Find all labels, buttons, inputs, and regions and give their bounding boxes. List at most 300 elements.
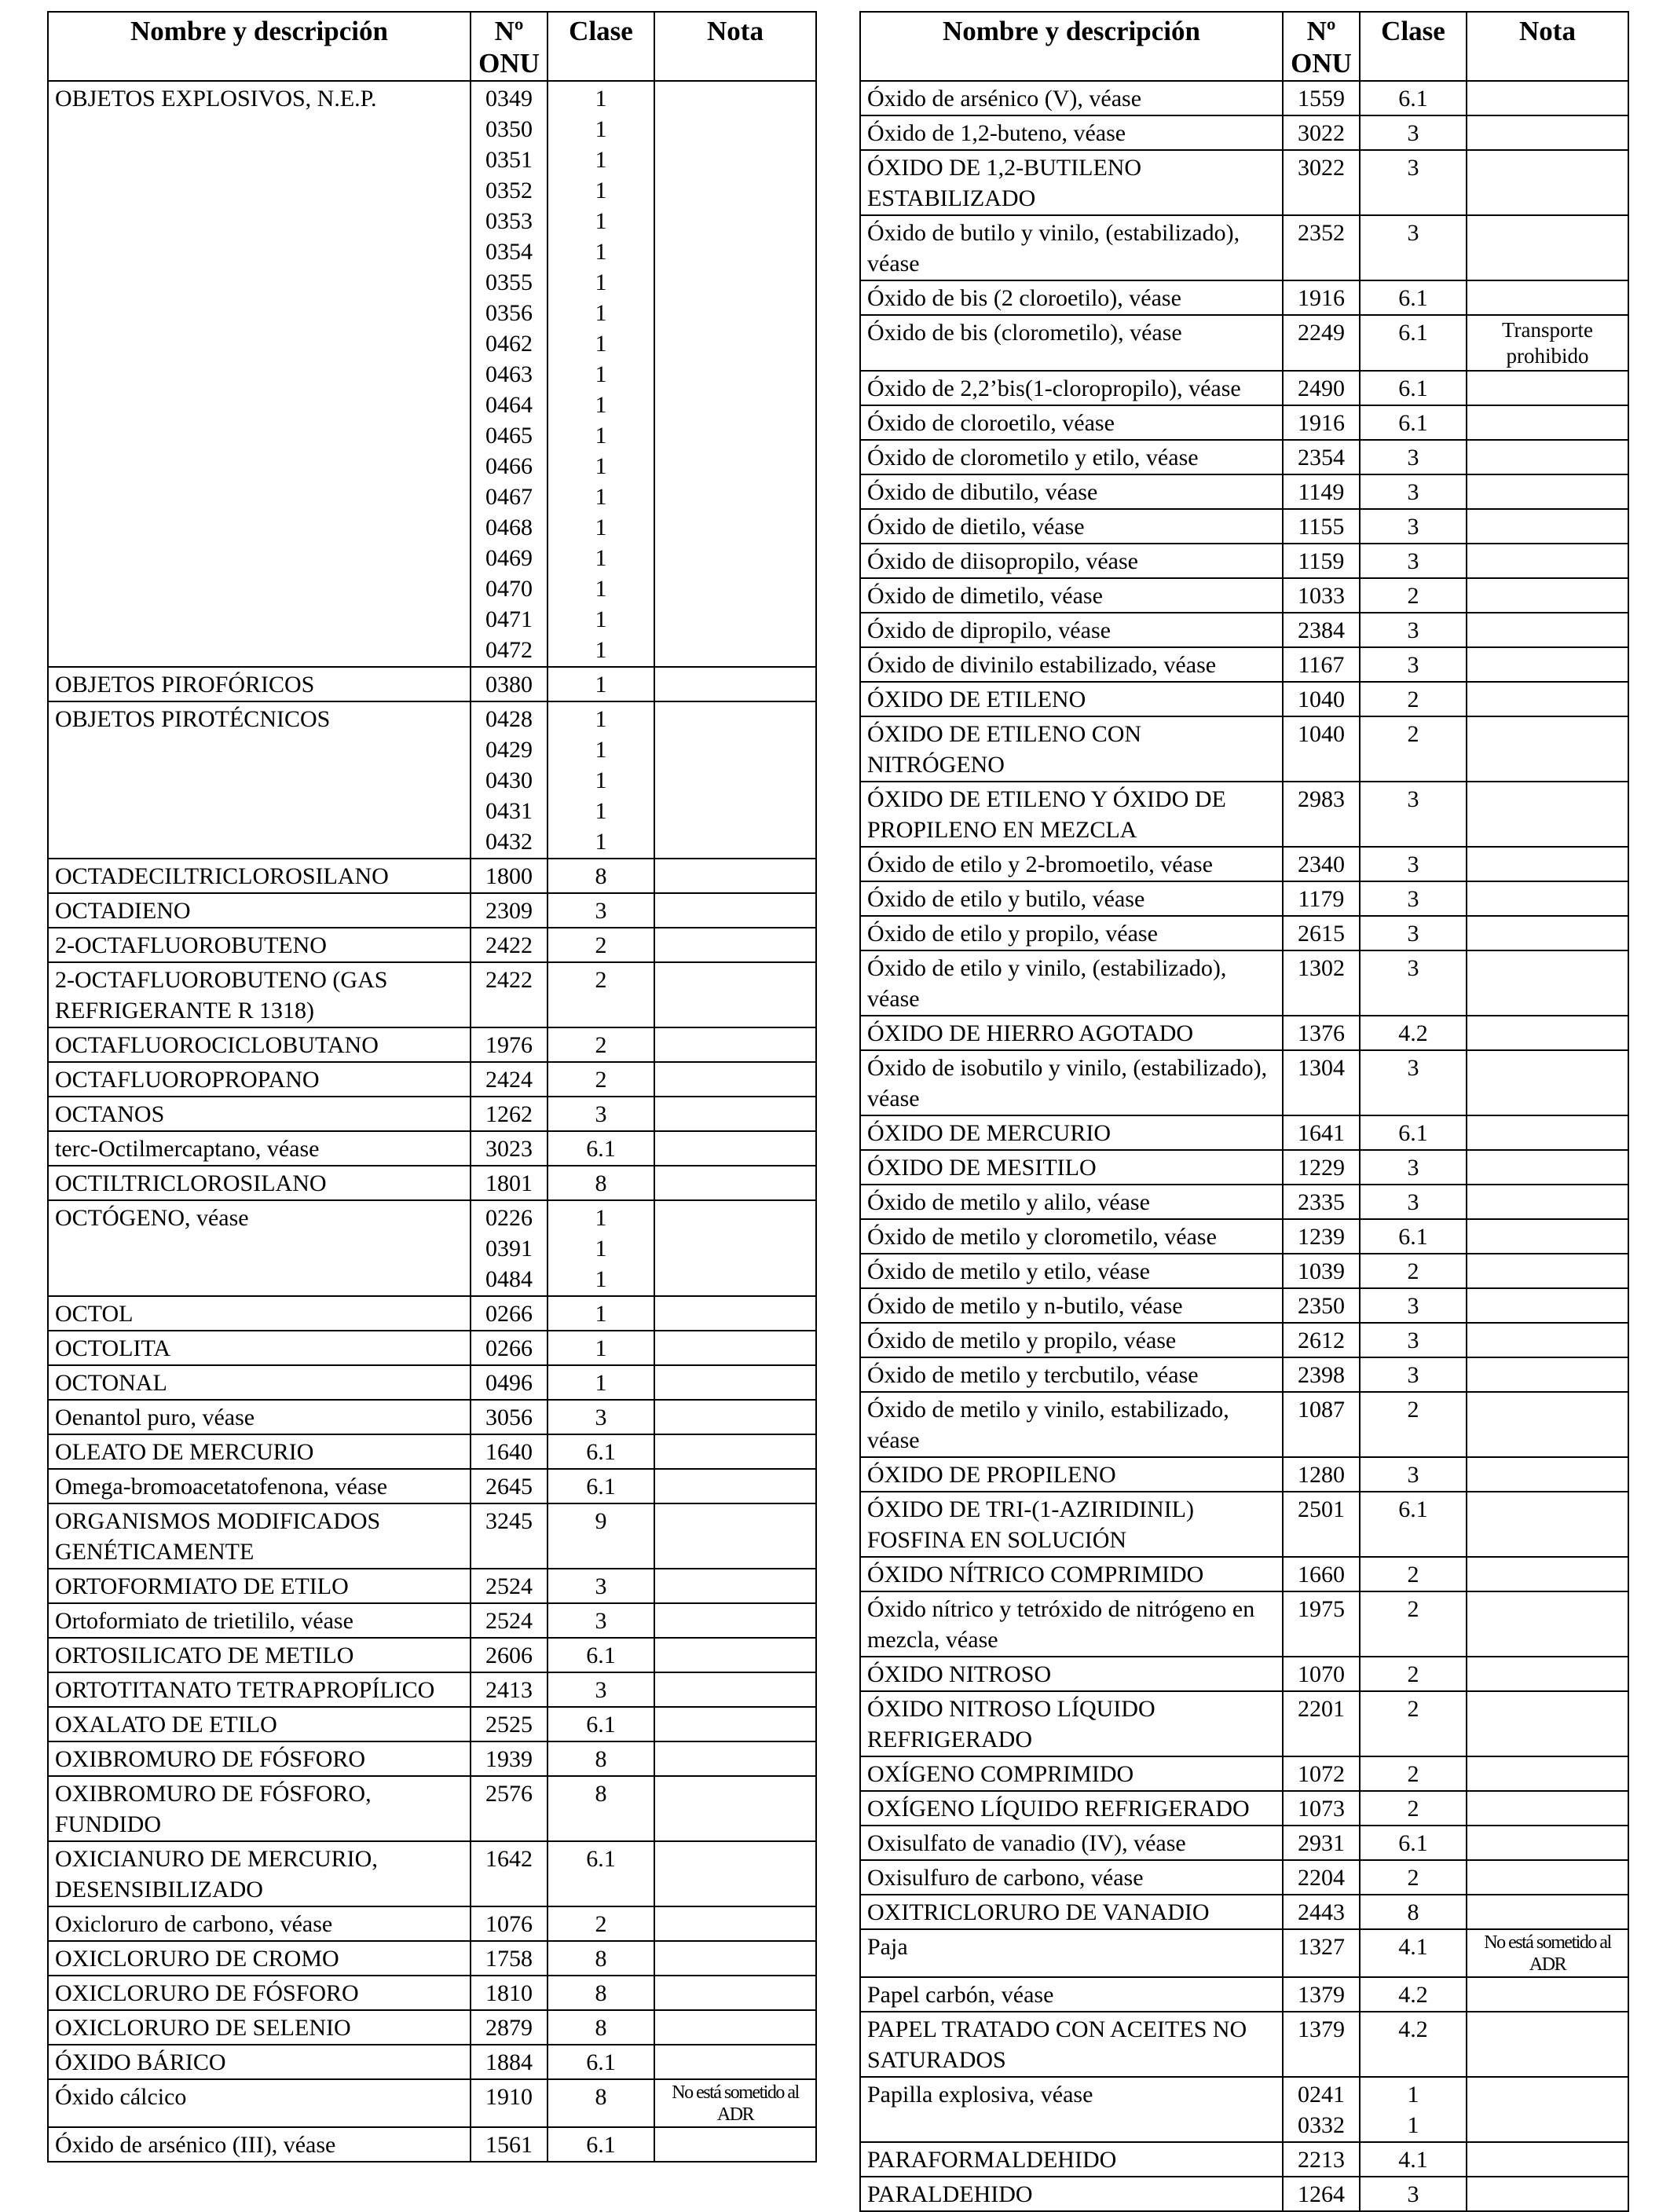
un-number-value: 0352	[485, 178, 533, 203]
table-row	[860, 1860, 1628, 1895]
un-number-value: 0428	[485, 706, 533, 732]
hazard-class-value: 1	[595, 331, 607, 357]
table-row	[48, 1469, 816, 1503]
un-number	[1283, 315, 1360, 371]
hazard-class-value: 6.1	[1398, 320, 1428, 346]
substance-name: OCTADIENO	[48, 893, 471, 928]
note	[1467, 81, 1628, 115]
un-number	[1283, 1323, 1360, 1357]
hazard-class-value: 1	[595, 606, 607, 632]
substance-name: ÓXIDO DE ETILENO CON NITRÓGENO	[860, 716, 1283, 782]
substance-name: OCTÓGENO, véase	[48, 1200, 471, 1296]
table-row	[860, 1150, 1628, 1185]
un-number	[1283, 1492, 1360, 1557]
hazard-class	[1360, 1591, 1467, 1657]
un-number-value: 0468	[485, 515, 533, 540]
un-number-value: 1262	[485, 1101, 533, 1127]
un-number	[471, 1741, 548, 1776]
note	[1467, 1791, 1628, 1826]
substance-name: Óxido de metilo y clorometilo, véase	[860, 1219, 1283, 1254]
un-number-value: 1640	[485, 1439, 533, 1465]
un-number	[471, 1569, 548, 1603]
hazard-class	[1360, 371, 1467, 405]
table-row	[860, 474, 1628, 509]
note	[1467, 647, 1628, 682]
hazard-class-value: 3	[1407, 445, 1419, 471]
un-number	[471, 1976, 548, 2010]
substance-name: Óxido de etilo y vinilo, (estabilizado), véase	[860, 950, 1283, 1016]
un-number	[471, 1503, 548, 1569]
table-row	[860, 81, 1628, 115]
un-number	[471, 928, 548, 962]
un-number-value: 0496	[485, 1370, 533, 1396]
hazard-class-value: 3	[1407, 1155, 1419, 1181]
table-row	[860, 1457, 1628, 1492]
un-number-value: 2413	[485, 1677, 533, 1703]
hazard-class	[548, 1741, 654, 1776]
un-number-value: 0484	[485, 1266, 533, 1292]
hazard-class	[548, 1365, 654, 1400]
table-row	[48, 1365, 816, 1400]
un-number-value: 1379	[1298, 2016, 1345, 2042]
substance-name: OXICIANURO DE MERCURIO, DESENSIBILIZADO	[48, 1841, 471, 1906]
un-number	[1283, 2077, 1360, 2142]
hazard-class	[1360, 1756, 1467, 1791]
note	[654, 893, 816, 928]
table-row	[860, 1185, 1628, 1219]
hazard-class	[548, 1941, 654, 1976]
un-number-value: 1910	[485, 2084, 533, 2110]
hazard-class	[1360, 1254, 1467, 1288]
hazard-class-value: 3	[1407, 851, 1419, 877]
substance-name: Papilla explosiva, véase	[860, 2077, 1283, 2142]
un-number	[1283, 371, 1360, 405]
un-number-value: 0380	[485, 672, 533, 698]
un-number-value: 0470	[485, 576, 533, 602]
un-number-value: 1660	[1298, 1562, 1345, 1588]
hazard-class	[1360, 682, 1467, 716]
hazard-class-value: 1	[1407, 2082, 1419, 2108]
hazard-class	[548, 1434, 654, 1469]
hazard-class	[1360, 215, 1467, 280]
un-number-value: 2309	[485, 898, 533, 924]
note	[1467, 544, 1628, 578]
note	[1467, 1115, 1628, 1150]
un-number	[1283, 1457, 1360, 1492]
hazard-class	[1360, 1050, 1467, 1115]
un-number-value: 3022	[1298, 155, 1345, 181]
un-number-value: 1159	[1298, 548, 1345, 574]
hazard-class-value: 2	[595, 932, 607, 958]
hazard-class-value: 2	[595, 1032, 607, 1058]
table-row	[860, 280, 1628, 315]
un-number-value: 2213	[1298, 2147, 1345, 2173]
table-row	[48, 2127, 816, 2162]
un-number-value: 1073	[1298, 1796, 1345, 1822]
note	[654, 1200, 816, 1296]
table-row	[860, 578, 1628, 613]
hazard-class-value: 1	[595, 1335, 607, 1361]
un-number-value: 2525	[485, 1712, 533, 1738]
substance-name: OCTONAL	[48, 1365, 471, 1400]
note	[654, 1503, 816, 1569]
un-number	[471, 1603, 548, 1638]
hazard-class-value: 1	[595, 423, 607, 449]
un-number-value: 2249	[1298, 320, 1345, 346]
note	[1467, 2012, 1628, 2077]
un-number	[1283, 405, 1360, 440]
hazard-class-value: 3	[1407, 921, 1419, 947]
un-number-value: 0432	[485, 829, 533, 855]
un-number	[471, 1062, 548, 1097]
hazard-class	[1360, 1557, 1467, 1591]
un-number-value: 0469	[485, 545, 533, 571]
note	[654, 1296, 816, 1331]
note	[1467, 115, 1628, 150]
un-number-value: 0266	[485, 1335, 533, 1361]
un-number	[1283, 544, 1360, 578]
un-number	[1283, 1860, 1360, 1895]
table-row	[860, 1016, 1628, 1050]
table-row	[860, 115, 1628, 150]
hazard-class-value: 4.2	[1398, 2016, 1428, 2042]
un-number	[1283, 1115, 1360, 1150]
substance-name: ORTOFORMIATO DE ETILO	[48, 1569, 471, 1603]
un-number-value: 1916	[1298, 285, 1345, 311]
un-number-value: 0350	[485, 116, 533, 142]
hazard-class	[1360, 847, 1467, 881]
substance-name: OXIBROMURO DE FÓSFORO, FUNDIDO	[48, 1776, 471, 1841]
un-number-value: 1642	[485, 1846, 533, 1872]
un-number	[1283, 1288, 1360, 1323]
hazard-class-value: 8	[595, 1170, 607, 1196]
table-row	[860, 440, 1628, 474]
hazard-class-value: 3	[595, 1101, 607, 1127]
hazard-class	[1360, 1895, 1467, 1929]
substance-name: Óxido de etilo y propilo, véase	[860, 916, 1283, 950]
un-number-value: 1033	[1298, 583, 1345, 609]
hazard-class-value: 3	[1407, 1055, 1419, 1081]
un-number-value: 2983	[1298, 786, 1345, 812]
note	[1467, 474, 1628, 509]
note	[1467, 1756, 1628, 1791]
hazard-class-value: 3	[1407, 155, 1419, 181]
substance-name: Óxido de etilo y 2-bromoetilo, véase	[860, 847, 1283, 881]
un-number-value: 0356	[485, 300, 533, 326]
hazard-class-value: 2	[1407, 687, 1419, 712]
note	[1467, 950, 1628, 1016]
substance-name: OCTAFLUOROPROPANO	[48, 1062, 471, 1097]
substances-table-right	[859, 11, 1629, 2212]
table-row	[860, 1219, 1628, 1254]
hazard-class-value: 8	[595, 863, 607, 889]
un-number	[471, 1365, 548, 1400]
un-number-value: 0430	[485, 767, 533, 793]
note	[1467, 509, 1628, 544]
un-number-value: 0266	[485, 1301, 533, 1327]
un-number	[471, 1434, 548, 1469]
hazard-class-value: 3	[1407, 548, 1419, 574]
hazard-class	[1360, 1392, 1467, 1457]
un-number	[1283, 1929, 1360, 1977]
table-row	[860, 1254, 1628, 1288]
hazard-class-value: 2	[595, 1911, 607, 1937]
note	[654, 859, 816, 893]
hazard-class	[1360, 1691, 1467, 1756]
hazard-class	[548, 667, 654, 701]
un-number	[471, 1776, 548, 1841]
un-number	[1283, 1895, 1360, 1929]
un-number-value: 2576	[485, 1781, 533, 1807]
table-row	[860, 716, 1628, 782]
table-row	[860, 2142, 1628, 2177]
hazard-class	[1360, 544, 1467, 578]
substance-name: Óxido de bis (clorometilo), véase	[860, 315, 1283, 371]
un-number-value: 1302	[1298, 955, 1345, 981]
note	[1467, 613, 1628, 647]
hazard-class	[1360, 1150, 1467, 1185]
note	[1467, 1591, 1628, 1657]
un-number	[1283, 916, 1360, 950]
substance-name: OCTAFLUOROCICLOBUTANO	[48, 1027, 471, 1062]
un-number-value: 1561	[485, 2132, 533, 2158]
un-number-value: 2443	[1298, 1899, 1345, 1925]
un-number-value: 1239	[1298, 1224, 1345, 1250]
hazard-class-value: 1	[595, 361, 607, 387]
un-number	[1283, 1756, 1360, 1791]
un-number	[1283, 215, 1360, 280]
un-number	[1283, 1791, 1360, 1826]
hazard-class-value: 2	[595, 1067, 607, 1093]
substance-name: Óxido de 1,2-buteno, véase	[860, 115, 1283, 150]
hazard-class-value: 2	[1407, 1397, 1419, 1423]
hazard-class	[1360, 280, 1467, 315]
table-row	[860, 647, 1628, 682]
substance-name: Óxido de bis (2 cloroetilo), véase	[860, 280, 1283, 315]
note	[654, 1166, 816, 1200]
un-number	[1283, 1254, 1360, 1288]
header-onu: Nº ONU	[1283, 12, 1360, 81]
note	[1467, 847, 1628, 881]
un-number	[1283, 613, 1360, 647]
un-number-value: 3245	[485, 1508, 533, 1534]
note	[654, 1707, 816, 1741]
hazard-class-value: 6.1	[1398, 1224, 1428, 1250]
hazard-class	[548, 1131, 654, 1166]
hazard-class	[1360, 1115, 1467, 1150]
note: No está sometido al ADR	[1467, 1929, 1628, 1977]
substance-name: ÓXIDO NITROSO LÍQUIDO REFRIGERADO	[860, 1691, 1283, 1756]
un-number-value: 2354	[1298, 445, 1345, 471]
hazard-class-value: 4.2	[1398, 1982, 1428, 2008]
un-number-value: 0462	[485, 331, 533, 357]
un-number-value: 1758	[485, 1946, 533, 1972]
hazard-class	[548, 1638, 654, 1672]
hazard-class	[548, 2010, 654, 2045]
substance-name: OCTANOS	[48, 1097, 471, 1131]
table-row	[860, 847, 1628, 881]
hazard-class-value: 3	[1407, 220, 1419, 246]
substance-name: ÓXIDO NÍTRICO COMPRIMIDO	[860, 1557, 1283, 1591]
substance-name: Omega-bromoacetatofenona, véase	[48, 1469, 471, 1503]
hazard-class-value: 1	[595, 239, 607, 265]
un-number-value: 1087	[1298, 1397, 1345, 1423]
un-number-value: 1070	[1298, 1661, 1345, 1687]
note	[1467, 578, 1628, 613]
note	[654, 1365, 816, 1400]
hazard-class-value: 6.1	[586, 1439, 616, 1465]
hazard-class	[548, 1603, 654, 1638]
hazard-class-value: 2	[1407, 583, 1419, 609]
un-number	[1283, 440, 1360, 474]
un-number-value: 1076	[485, 1911, 533, 1937]
note	[1467, 881, 1628, 916]
note	[654, 1097, 816, 1131]
substance-name: OXICLORURO DE CROMO	[48, 1941, 471, 1976]
note	[654, 1400, 816, 1434]
hazard-class	[548, 1400, 654, 1434]
hazard-class-value: 6.1	[586, 1712, 616, 1738]
hazard-class-value: 2	[1407, 1865, 1419, 1891]
note	[1467, 1492, 1628, 1557]
substance-name: OLEATO DE MERCURIO	[48, 1434, 471, 1469]
hazard-class-value: 3	[1407, 120, 1419, 146]
hazard-class-value: 6.1	[1398, 410, 1428, 436]
hazard-class	[1360, 1791, 1467, 1826]
note	[1467, 2177, 1628, 2211]
note	[654, 928, 816, 962]
note	[654, 1331, 816, 1365]
table-row	[48, 1200, 816, 1296]
substance-name: Óxido de 2,2’bis(1-cloropropilo), véase	[860, 371, 1283, 405]
table-row	[860, 1657, 1628, 1691]
hazard-class-value: 6.1	[1398, 285, 1428, 311]
hazard-class-value: 3	[1407, 617, 1419, 643]
header-nota: Nota	[1467, 12, 1628, 81]
un-number	[471, 701, 548, 859]
hazard-class	[548, 1027, 654, 1062]
hazard-class-value: 1	[595, 798, 607, 824]
hazard-class	[1360, 150, 1467, 215]
substance-name: Oenantol puro, véase	[48, 1400, 471, 1434]
hazard-class	[1360, 115, 1467, 150]
table-row	[860, 1492, 1628, 1557]
substance-name: ÓXIDO DE HIERRO AGOTADO	[860, 1016, 1283, 1050]
un-number-value: 2931	[1298, 1830, 1345, 1856]
un-number	[1283, 115, 1360, 150]
un-number	[1283, 2177, 1360, 2211]
header-clase: Clase	[548, 12, 654, 81]
table-row	[48, 928, 816, 962]
table-row	[860, 1288, 1628, 1323]
note	[654, 1776, 816, 1841]
substance-name: OXÍGENO COMPRIMIDO	[860, 1756, 1283, 1791]
un-number-value: 2645	[485, 1474, 533, 1500]
substance-name: Paja	[860, 1929, 1283, 1977]
substance-name: OXIBROMURO DE FÓSFORO	[48, 1741, 471, 1776]
hazard-class	[1360, 474, 1467, 509]
un-number	[1283, 509, 1360, 544]
substance-name: ÓXIDO BÁRICO	[48, 2045, 471, 2079]
table-header-row	[48, 12, 816, 81]
hazard-class-value: 6.1	[1398, 1120, 1428, 1146]
un-number	[471, 1941, 548, 1976]
substance-name: Óxido de butilo y vinilo, (estabilizado), véase	[860, 215, 1283, 280]
substance-name: PAPEL TRATADO CON ACEITES NO SATURADOS	[860, 2012, 1283, 2077]
un-number-value: 1280	[1298, 1462, 1345, 1488]
un-number	[471, 1331, 548, 1365]
un-number-value: 3056	[485, 1404, 533, 1430]
un-number	[471, 81, 548, 667]
note	[1467, 2142, 1628, 2177]
un-number	[471, 1200, 548, 1296]
un-number-value: 0464	[485, 392, 533, 418]
hazard-class	[548, 1296, 654, 1331]
un-number	[1283, 1826, 1360, 1860]
un-number-value: 2615	[1298, 921, 1345, 947]
table-row	[48, 2079, 816, 2127]
note	[1467, 716, 1628, 782]
hazard-class	[548, 1200, 654, 1296]
un-number	[1283, 950, 1360, 1016]
hazard-class	[548, 962, 654, 1027]
hazard-class-value: 8	[595, 1746, 607, 1772]
un-number	[1283, 1977, 1360, 2012]
note	[1467, 1977, 1628, 2012]
table-row	[860, 950, 1628, 1016]
un-number	[1283, 1150, 1360, 1185]
un-number	[471, 1166, 548, 1200]
hazard-class	[548, 1097, 654, 1131]
un-number-value: 2524	[485, 1573, 533, 1599]
hazard-class	[1360, 1288, 1467, 1323]
note: No está sometido al ADR	[654, 2079, 816, 2127]
table-row	[860, 2077, 1628, 2142]
table-row	[48, 2045, 816, 2079]
un-number-value: 0471	[485, 606, 533, 632]
header-clase: Clase	[1360, 12, 1467, 81]
note	[654, 667, 816, 701]
table-row	[48, 2010, 816, 2045]
table-row	[48, 962, 816, 1027]
table-row	[860, 1357, 1628, 1392]
un-number	[471, 1469, 548, 1503]
hazard-class	[1360, 2142, 1467, 2177]
substance-name: PARALDEHIDO	[860, 2177, 1283, 2211]
hazard-class	[548, 1976, 654, 2010]
hazard-class-value: 3	[1407, 652, 1419, 678]
note	[654, 962, 816, 1027]
substance-name: Óxido de clorometilo y etilo, véase	[860, 440, 1283, 474]
un-number-value: 2335	[1298, 1189, 1345, 1215]
hazard-class-value: 2	[1407, 1796, 1419, 1822]
hazard-class-value: 8	[595, 2015, 607, 2041]
un-number-value: 1641	[1298, 1120, 1345, 1146]
un-number	[1283, 1691, 1360, 1756]
substance-name: OCTOL	[48, 1296, 471, 1331]
substance-name: ÓXIDO DE MESITILO	[860, 1150, 1283, 1185]
un-number	[471, 2079, 548, 2127]
note	[1467, 405, 1628, 440]
hazard-class-value: 6.1	[586, 2132, 616, 2158]
table-row	[860, 150, 1628, 215]
table-row	[48, 1569, 816, 1603]
table-row	[48, 1097, 816, 1131]
hazard-class-value: 1	[595, 829, 607, 855]
hazard-class	[1360, 881, 1467, 916]
hazard-class	[548, 1503, 654, 1569]
note	[654, 2010, 816, 2045]
